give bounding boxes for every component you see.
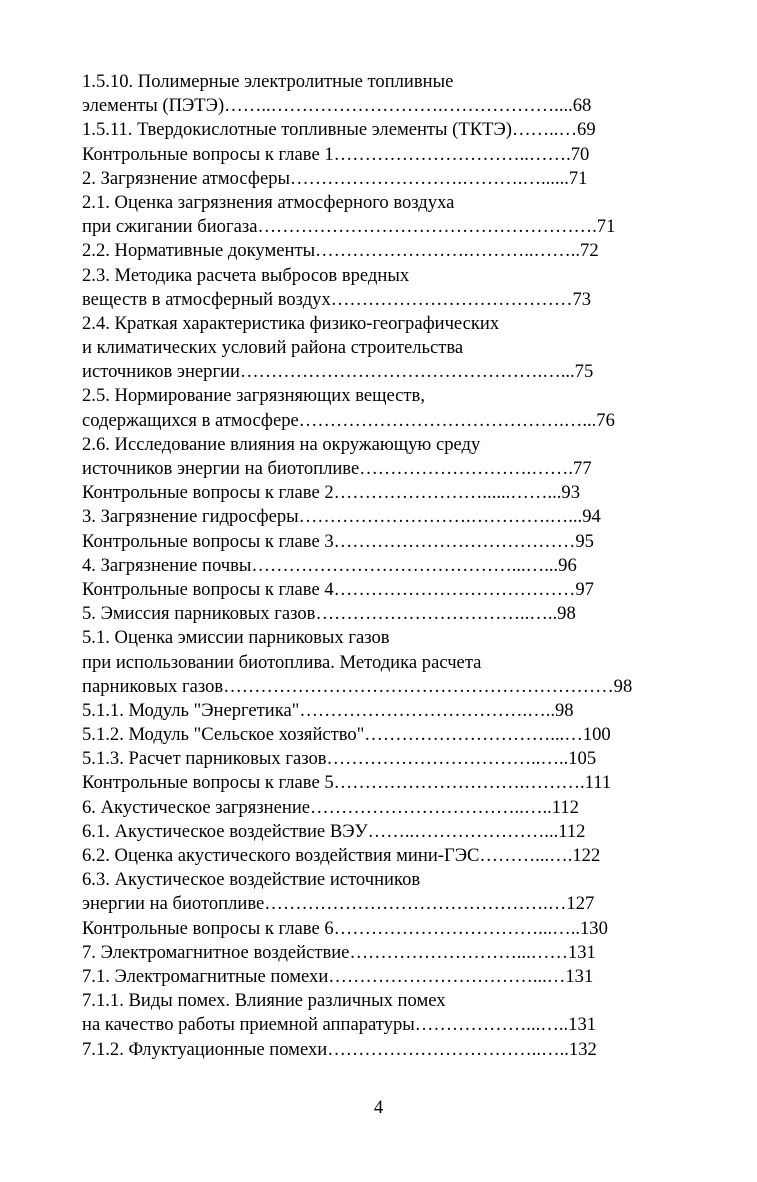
toc-line: веществ в атмосферный воздух…………………………………73 xyxy=(82,288,592,310)
toc-line: Контрольные вопросы к главе 2……………………......……...93 xyxy=(82,482,581,504)
toc-line: 2. Загрязнение атмосферы……………………….……….…......71 xyxy=(82,167,588,189)
toc-line: 2.1. Оценка загрязнения атмосферного воздуха xyxy=(82,191,455,213)
toc-line: 2.5. Нормирование загрязняющих веществ, xyxy=(82,385,425,407)
toc-line: Контрольные вопросы к главе 5………………………….……….111 xyxy=(82,772,612,794)
page-number: 4 xyxy=(373,1097,384,1118)
toc-line: 5.1.3. Расчет парниковых газов……………………………..…..105 xyxy=(82,748,597,770)
toc-line: 7. Электромагнитное воздействие………………………...……131 xyxy=(82,941,596,963)
toc-line: и климатических условий района строительства xyxy=(82,337,464,359)
toc-line: 7.1.1. Виды помех. Влияние различных помех xyxy=(82,990,446,1012)
toc-line: 2.4. Краткая характеристика физико-географических xyxy=(82,312,500,334)
toc-line: 5.1.1. Модуль "Энергетика"……………………………….…..98 xyxy=(82,699,574,721)
toc-line: 3. Загрязнение гидросферы……………………….………….…...94 xyxy=(82,506,601,528)
toc-line: при использовании биотоплива. Методика расчета xyxy=(82,651,482,673)
toc-line: парниковых газов………………………………………………………98 xyxy=(82,675,633,697)
table-of-contents xyxy=(82,70,682,1062)
toc-line: 2.6. Исследование влияния на окружающую среду xyxy=(82,433,481,455)
toc-line: 6.1. Акустическое воздействие ВЭУ……..…………………...112 xyxy=(82,820,586,842)
toc-line: 2.2. Нормативные документы…………………….………..……..72 xyxy=(82,240,599,262)
toc-line: Контрольные вопросы к главе 4…………………………………97 xyxy=(82,578,594,600)
toc-line: Контрольные вопросы к главе 1…………………………..…….70 xyxy=(82,143,590,165)
toc-line: 7.1.2. Флуктуационные помехи……………………………..…..132 xyxy=(82,1038,597,1060)
toc-line: энергии на биотопливе……………………………………….…127 xyxy=(82,893,595,915)
toc-line: Контрольные вопросы к главе 3…………………………………95 xyxy=(82,530,594,552)
toc-line: 4. Загрязнение почвы……………………………………...…...96 xyxy=(82,554,577,576)
toc-line: 1.5.11. Твердокислотные топливные элементы (ТКТЭ)……..…69 xyxy=(82,119,596,141)
toc-line: 5. Эмиссия парниковых газов……………………………..…..98 xyxy=(82,603,576,625)
toc-line: 6.2. Оценка акустического воздействия мини-ГЭС………...….122 xyxy=(82,845,601,866)
toc-line: 6.3. Акустическое воздействие источников xyxy=(82,869,421,891)
toc-line: элементы (ПЭТЭ)……..……………………….………………....68 xyxy=(82,95,592,117)
toc-line: источников энергии на биотопливе……………………….…….77 xyxy=(82,458,592,479)
toc-line: 1.5.10. Полимерные электролитные топливные xyxy=(82,71,454,92)
toc-line: 5.1. Оценка эмиссии парниковых газов xyxy=(82,627,390,649)
toc-line: 6. Акустическое загрязнение……………………………..…..112 xyxy=(82,796,579,818)
toc-line: 7.1. Электромагнитные помехи……………………………...…131 xyxy=(82,965,594,987)
toc-line: 2.3. Методика расчета выбросов вредных xyxy=(82,264,410,286)
toc-line: при сжигании биогаза……………………………………………….71 xyxy=(82,216,616,238)
toc-line: содержащихся в атмосфере…………………………………….…...76 xyxy=(82,409,615,431)
toc-line: Контрольные вопросы к главе 6……………………………...…..130 xyxy=(82,917,608,939)
toc-line: 5.1.2. Модуль "Сельское хозяйство"…………………………...…100 xyxy=(82,724,611,746)
toc-line: на качество работы приемной аппаратуры………………...…..131 xyxy=(82,1014,597,1036)
toc-line: источников энергии………………………………………….…...75 xyxy=(82,361,594,383)
